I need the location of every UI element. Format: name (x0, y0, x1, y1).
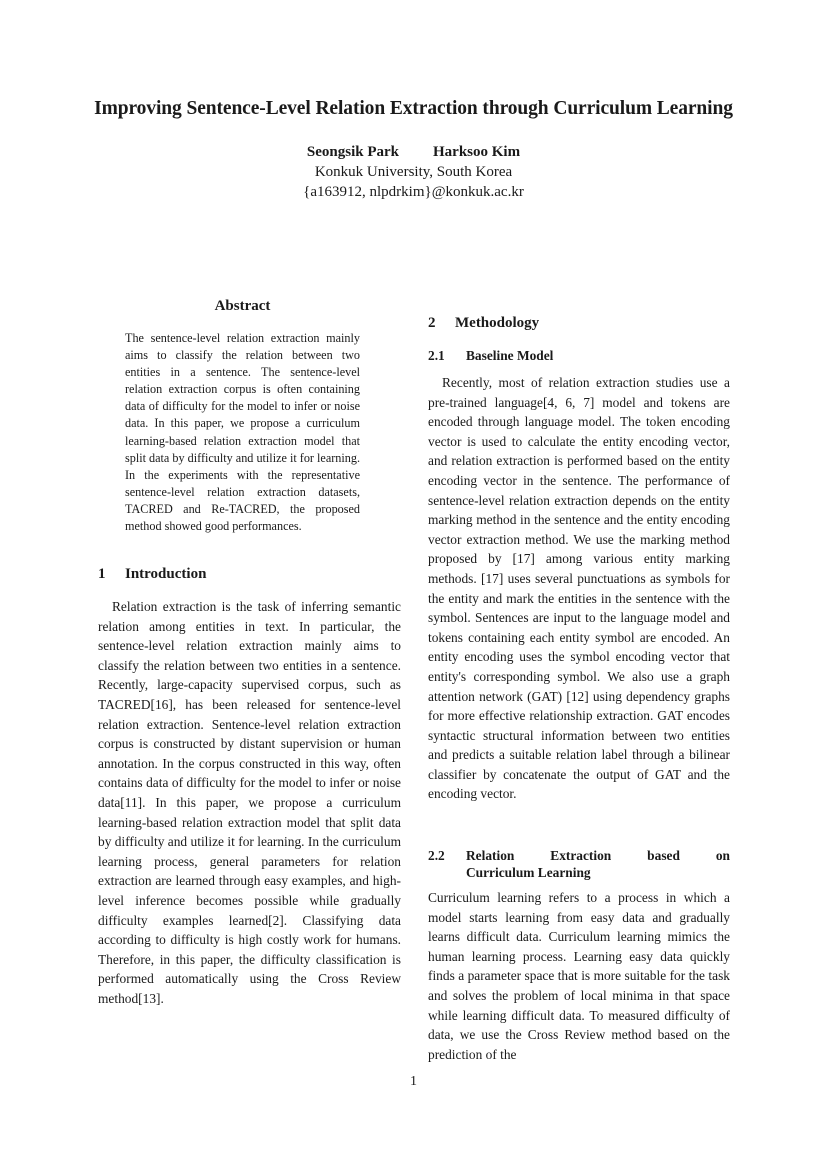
subsection-title: Baseline Model (466, 348, 554, 363)
paper-title: Improving Sentence-Level Relation Extraction through Curriculum Learning (94, 98, 733, 119)
heading-word: based (647, 848, 680, 863)
author-affiliation: Konkuk University, South Korea (314, 164, 513, 180)
subsection-heading-curriculum-learning (428, 847, 730, 881)
author-names (0, 142, 827, 162)
baseline-model-paragraph: Recently, most of relation extraction studies use a pre-trained language[4, 6, 7] model and tokens are encoded through language model. The token encoding vector is used to calculate the entity encoding vector, and relation extraction is performed based on the entity encoding vector in the sentence. The performance of sentence-level relation extraction depends on the entity marking method in the sentence and the entity encoding vector extraction method. We use the marking method proposed by [17] among various entity marking methods. [17] uses several punctuations as symbols for the entity and mark the entities in the sentence with the symbol. Sentences are input to the language model and tokens containing each entity symbol are encoded. An entity encoding uses the symbol encoding vector that entity's corresponding symbol. We also use a graph attention network (GAT) [12] using dependency graphs for more effective relationship extraction. GAT encodes syntactic structural information between two entities and predicts a suitable relation label through a bilinear classifier by concatenate the output of GAT and the encoding vector. (428, 375, 730, 802)
section-number: 1 (98, 566, 106, 582)
section-number: 2 (428, 315, 436, 331)
subsection-number: 2.1 (428, 348, 445, 363)
author-block (0, 142, 827, 202)
subsection-title-line2: Curriculum Learning (466, 865, 591, 880)
author-email: {a163912, nlpdrkim}@konkuk.ac.kr (303, 184, 524, 200)
abstract-text: The sentence-level relation extraction mainly aims to classify the relation between two entities in a sentence. The sentence-level relation extraction corpus is often containing data of difficulty for the model to infer or noise data. In this paper, we propose a curriculum learning-based relation extraction model that split data by difficulty and utilize it for learning. In the experiments with the representative sentence-level relation extraction datasets, TACRED and Re-TACRED, the proposed method showed good performances. (125, 331, 361, 534)
heading-word: Relation (466, 848, 515, 863)
heading-word: Extraction (550, 848, 612, 863)
subsection-heading-baseline-model (428, 347, 730, 364)
author-name: Seongsik Park (306, 144, 399, 160)
subsection-number: 2.2 (428, 848, 445, 863)
subsection-title-line1 (466, 847, 730, 864)
abstract-heading: Abstract (214, 298, 271, 314)
section-heading-methodology (428, 315, 730, 332)
section-title: Methodology (455, 315, 540, 331)
curriculum-learning-paragraph: Curriculum learning refers to a process in which a model starts learning from easy data and gradually learns difficult data. Curriculum learning mimics the human learning process. Learning easy data quickly finds a parameter space that is more suitable for the task and solves the problem of local minima in that space while learning difficult data. To measured difficulty of data, we use the Cross Review method based on the prediction of the (428, 890, 730, 1062)
heading-word: on (715, 848, 730, 863)
page-number: 1 (410, 1074, 417, 1089)
section-heading-introduction (98, 566, 401, 583)
section-title: Introduction (125, 566, 207, 582)
author-name: Harksoo Kim (433, 144, 521, 160)
introduction-paragraph: Relation extraction is the task of inferring semantic relation among entities in text. In particular, the sentence-level relation extraction mainly aims to classify the relation between two entities in a sentence. Recently, large-capacity supervised corpus, such as TACRED[16], has been released for sentence-level relation extraction. Sentence-level relation extraction corpus is constructed by distant supervision or human annotation. In the corpus constructed in this way, often contains data of difficulty for the model to infer or noise data[11]. In this paper, we propose a curriculum learning-based relation extraction model that split data by difficulty and utilize it for learning. In the curriculum learning process, general parameters for relation extraction are learned through easy examples, and high-level inference becomes possible while gradually difficulty examples learned[2]. Classifying data according to difficulty is high costly work for humans. Therefore, in this paper, the difficulty classification is performed automatically using the Cross Review method[13]. (98, 599, 401, 1006)
